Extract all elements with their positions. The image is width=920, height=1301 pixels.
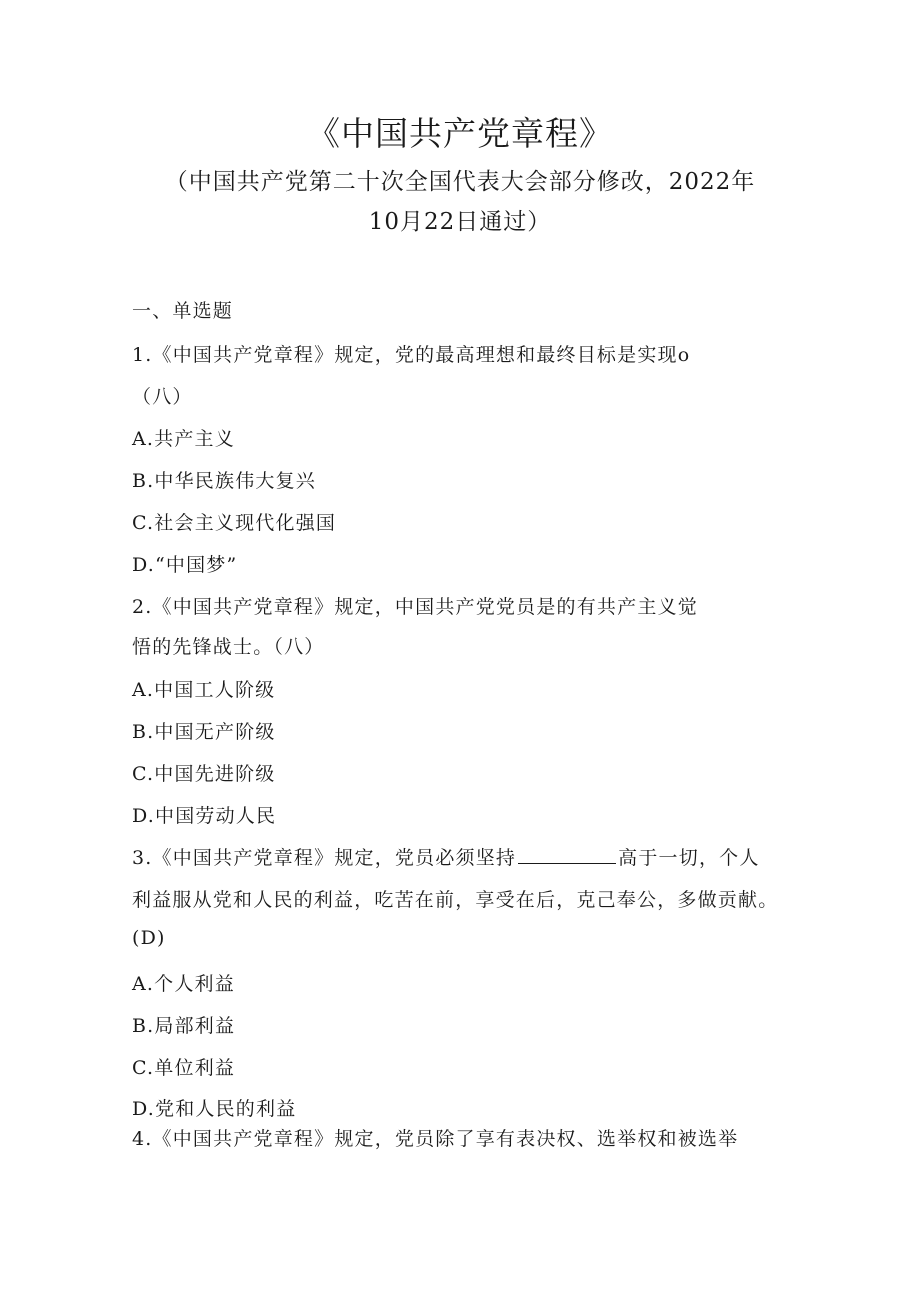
question-1-option-d: D.“中国梦” (132, 554, 238, 576)
fill-in-blank (518, 845, 616, 864)
question-2-option-b: B.中国无产阶级 (132, 721, 276, 743)
question-1-answer: （八） (132, 386, 193, 408)
question-4-stem: 4.《中国共产党章程》规定，党员除了享有表决权、选举权和被选举 (132, 1128, 739, 1150)
question-3-stem-cont: 利益服从党和人民的利益，吃苦在前，享受在后，克己奉公，多做贡献。 (132, 889, 779, 911)
question-3-stem-before: 3.《中国共产党章程》规定，党员必须坚持 (132, 847, 517, 869)
question-1-option-a: A.共产主义 (132, 428, 235, 450)
question-3-stem-after: 高于一切，个人 (618, 847, 760, 869)
document-title: 《中国共产党章程》 (307, 114, 613, 153)
question-3-answer: (D) (132, 927, 166, 949)
question-3-option-a: A.个人利益 (132, 973, 235, 995)
question-3-option-c: C.单位利益 (132, 1057, 236, 1079)
question-2-stem-cont: 悟的先锋战士。（八） (132, 636, 325, 658)
section-heading: 一、单选题 (132, 300, 234, 322)
question-3-option-b: B.局部利益 (132, 1015, 236, 1037)
question-2-option-a: A.中国工人阶级 (132, 679, 276, 701)
question-3-stem (132, 843, 760, 870)
question-1-stem: 1.《中国共产党章程》规定，党的最高理想和最终目标是实现o (132, 344, 691, 366)
question-2-stem: 2.《中国共产党章程》规定，中国共产党党员是的有共产主义觉 (132, 596, 698, 618)
question-2-option-c: C.中国先进阶级 (132, 763, 276, 785)
document-subtitle: （中国共产党第二十次全国代表大会部分修改，2022年10月22日通过） (164, 169, 756, 235)
question-1-option-b: B.中华民族伟大复兴 (132, 470, 317, 492)
question-1-option-c: C.社会主义现代化强国 (132, 512, 337, 534)
question-3-option-d: D.党和人民的利益 (132, 1098, 297, 1120)
question-2-option-d: D.中国劳动人民 (132, 805, 277, 827)
